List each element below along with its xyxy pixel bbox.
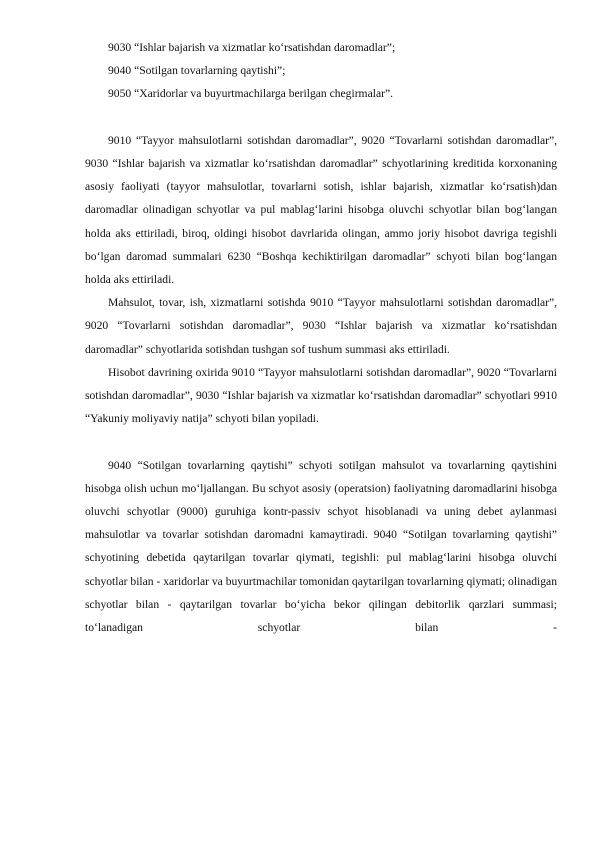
paragraph-gap: [85, 430, 557, 453]
paragraph-period-closing: Hisobot davrining oxirida 9010 “Tayyor mahsulotlarni sotishdan daromadlar”, 9020 “Tovarlarni sotishdan daromadlar”, 9030 “Ishlar bajarish va xizmatlar ko‘rsatishdan daromadlar” schyotlari 9910 “Yakuniy moliyaviy natija” schyoti bilan yopiladi.: [85, 365, 557, 426]
paragraph-net-revenue: Mahsulot, tovar, ish, xizmatlarni sotishda 9010 “Tayyor mahsulotlarni sotishdan daromadlar”, 9020 “Tovarlarni sotishdan daromadlar”, 9030 “Ishlar bajarish va xizmatlar ko‘rsatishdan daromadlar” schyotlarida sotishdan tushgan sof tushum summasi aks ettiriladi.: [85, 296, 557, 356]
document-page: [85, 36, 557, 639]
account-line-9030: 9030 “Ishlar bajarish va xizmatlar ko‘rsatishdan daromadlar”;: [108, 41, 396, 54]
paragraph-credit-accounts: 9010 “Tayyor mahsulotlarni sotishdan daromadlar”, 9020 “Tovarlarni sotishdan daromadlar”, 9030 “Ishlar bajarish va xizmatlar ko‘rsatishdan daromadlar” schyotlarining kreditida korxonaning asosiy faoliyati (tayyor mahsulotlar, tovarlarni sotish, ishlar bajarish, xizmatlar ko‘rsatish)dan daromadlar olinadigan schyotlar va pul mablag‘larini hisobga oluvchi schyotlar bilan bog‘langan holda aks ettiriladi, biroq, oldingi hisobot davrlarida olingan, ammo joriy hisobot davriga tegishli bo‘lgan daromad summalari 6230 “Boshqa kechiktirilgan daromadlar” schyoti bilan bog‘langan holda aks ettiriladi.: [85, 133, 557, 287]
account-line-9050: 9050 “Xaridorlar va buyurtmachilarga berilgan chegirmalar”.: [108, 87, 393, 101]
account-line-9040: 9040 “Sotilgan tovarlarning qaytishi”;: [108, 64, 286, 78]
paragraph-returned-goods: 9040 “Sotilgan tovarlarning qaytishi” schyoti sotilgan mahsulot va tovarlarning qaytishini hisobga olish uchun mo‘ljallangan. Bu schyot asosiy (operatsion) faoliyatning daromadlarini hisobga oluvchi schyotlar (9000) guruhiga kontr-passiv schyot hisoblanadi va uning debet aylanmasi mahsulotlar va tovarlar sotishdan daromadni kamaytiradi. 9040 “Sotilgan tovarlarning qaytishi” schyotining debetida qaytarilgan tovarlar qiymati, tegishli: pul mablag‘larini hisobga oluvchi schyotlar bilan - xaridorlar va buyurtmachilar tomonidan qaytarilgan tovarlarning qiymati; olinadigan schyotlar bilan - qaytarilgan tovarlar bo‘yicha bekor qilingan debitorlik qarzlari summasi; to‘lanadigan schyotlar bilan -: [85, 458, 557, 635]
paragraph-gap: [85, 106, 557, 129]
